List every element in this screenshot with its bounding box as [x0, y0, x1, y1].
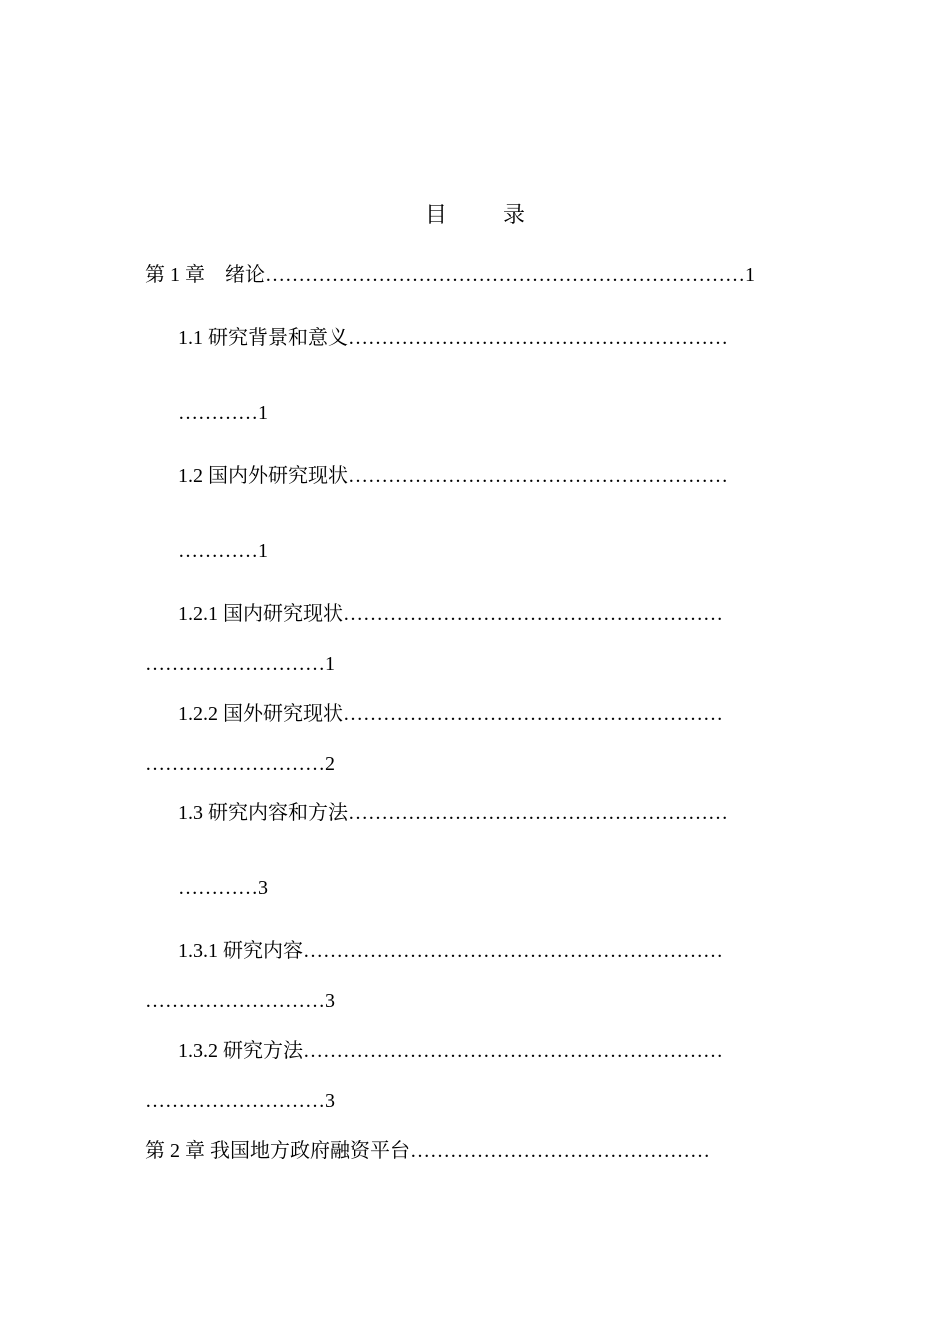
toc-entry-ch1[interactable]: 第 1 章 绪论………………………………………………………………1 [145, 264, 755, 286]
toc-entry-1-2-2-cont[interactable]: ………………………2 [145, 753, 335, 775]
toc-title-right: 录 [503, 202, 526, 227]
toc-entry-1-2-cont[interactable]: …………1 [178, 540, 268, 562]
toc-entry-1-3[interactable]: 1.3 研究内容和方法………………………………………………… [178, 802, 728, 824]
toc-entry-ch2[interactable]: 第 2 章 我国地方政府融资平台……………………………………… [145, 1140, 710, 1162]
toc-title-left: 目 [424, 202, 447, 227]
toc-entry-1-2[interactable]: 1.2 国内外研究现状………………………………………………… [178, 465, 728, 487]
toc-entry-1-1[interactable]: 1.1 研究背景和意义………………………………………………… [178, 327, 728, 349]
toc-entry-1-3-2-cont[interactable]: ………………………3 [145, 1090, 335, 1112]
toc-entry-1-3-cont[interactable]: …………3 [178, 877, 268, 899]
toc-entry-1-2-1[interactable]: 1.2.1 国内研究现状………………………………………………… [178, 603, 723, 625]
toc-entry-1-2-2[interactable]: 1.2.2 国外研究现状………………………………………………… [178, 703, 723, 725]
toc-entry-1-3-2[interactable]: 1.3.2 研究方法……………………………………………………… [178, 1040, 723, 1062]
toc-entry-1-3-1[interactable]: 1.3.1 研究内容……………………………………………………… [178, 940, 723, 962]
toc-entry-1-3-1-cont[interactable]: ………………………3 [145, 990, 335, 1012]
toc-entry-1-2-1-cont[interactable]: ………………………1 [145, 653, 335, 675]
toc-title [0, 198, 950, 229]
toc-entry-1-1-cont[interactable]: …………1 [178, 402, 268, 424]
